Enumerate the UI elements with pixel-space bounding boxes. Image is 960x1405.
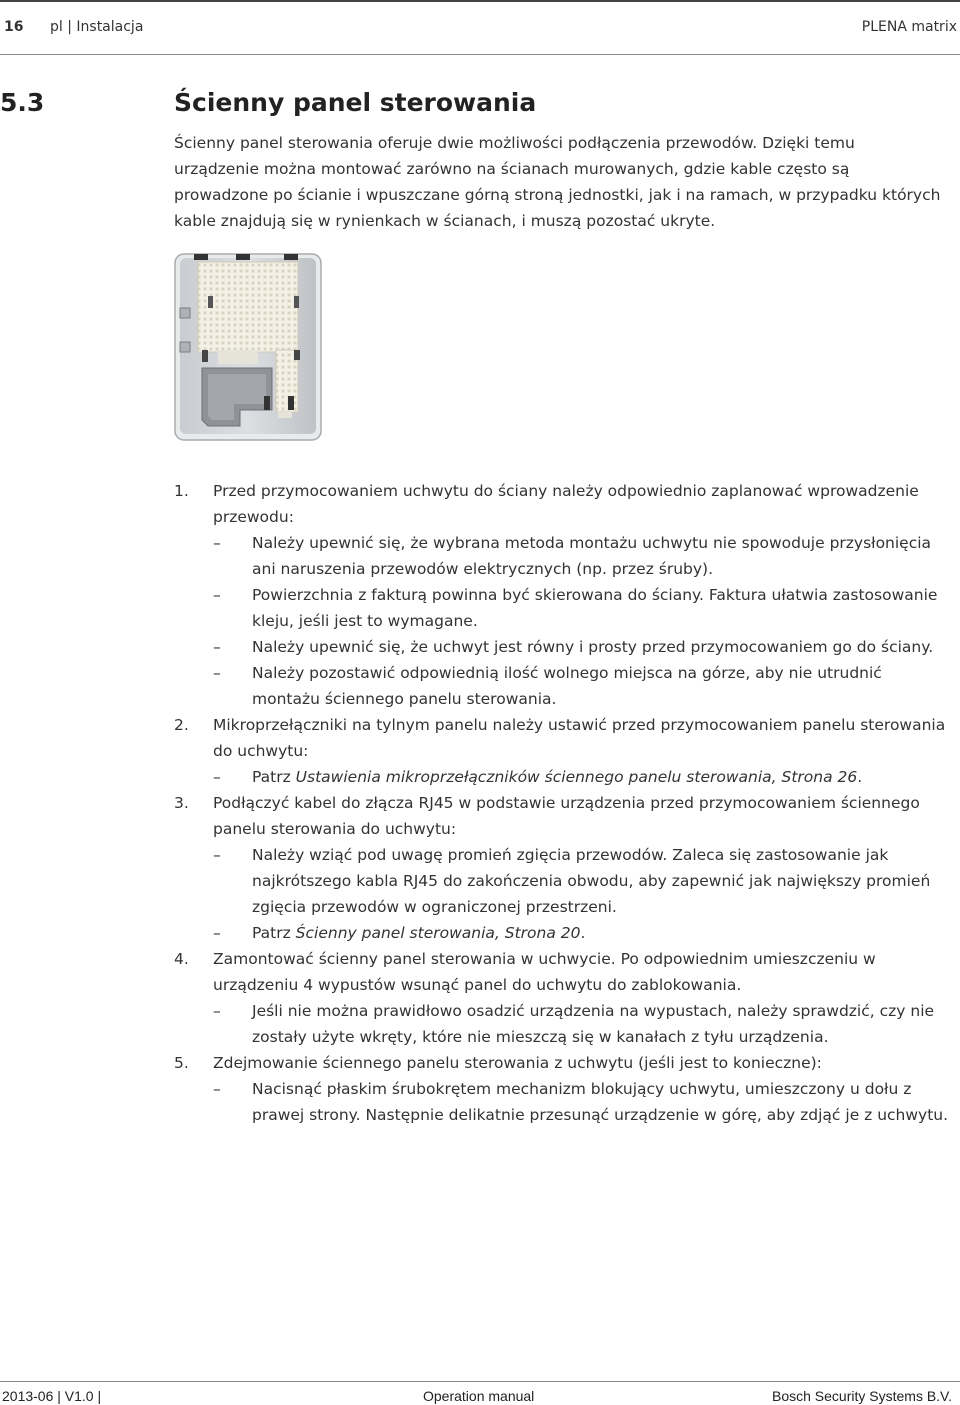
- sub-item-text: Jeśli nie można prawidłowo osadzić urządzenia na wypustach, należy sprawdzić, czy nie zostały użyte wkręty, które nie mieszczą się w kanałach z tyłu urządzenia.: [252, 1002, 935, 1046]
- step-number: 2.: [174, 716, 189, 734]
- see-suffix: .: [580, 924, 586, 942]
- sub-item: [213, 660, 954, 712]
- dash-bullet: –: [213, 1002, 221, 1020]
- step-text: Przed przymocowaniem uchwytu do ściany należy odpowiednio zaplanować wprowadzenie przewodu:: [213, 482, 919, 526]
- see-prefix: Patrz: [252, 924, 296, 942]
- step-text: Zamontować ścienny panel sterowania w uchwycie. Po odpowiednim umieszczeniu w urządzeniu 4 wypustów wsunąć panel do uchwytu do zablokowania.: [213, 950, 876, 994]
- wall-bracket-illustration: [172, 250, 324, 444]
- step-sublist: [213, 1076, 954, 1128]
- dash-bullet: –: [213, 638, 221, 656]
- step-text: Zdejmowanie ściennego panelu sterowania z uchwytu (jeśli jest to konieczne):: [213, 1054, 822, 1072]
- sub-item: [213, 920, 954, 946]
- section-title: Ścienny panel sterowania: [174, 88, 537, 117]
- step-4: [174, 946, 954, 1050]
- sub-item: [213, 1076, 954, 1128]
- see-prefix: Patrz: [252, 768, 296, 786]
- step-number: 3.: [174, 794, 189, 812]
- dash-bullet: –: [213, 924, 221, 942]
- intro-paragraph: Ścienny panel sterowania oferuje dwie możliwości podłączenia przewodów. Dzięki temu urządzenie można montować zarówno na ścianach murowanych, gdzie kable często są prowadzone po ścianie i wpuszczane górną stroną jednostki, jak i na ramach, w przypadku których kable znajdują się w rynienkach w ścianach, i muszą pozostać ukryte.: [174, 134, 941, 230]
- step-number: 1.: [174, 482, 189, 500]
- dash-bullet: –: [213, 664, 221, 682]
- step-1: [174, 478, 954, 712]
- document-type: Operation manual: [423, 1388, 535, 1404]
- page-number: 16: [4, 19, 24, 35]
- section-number: 5.3: [0, 88, 45, 117]
- header-divider: [0, 54, 960, 55]
- sub-item: [213, 582, 954, 634]
- breadcrumb: pl | Instalacja: [50, 19, 144, 35]
- dash-bullet: –: [213, 586, 221, 604]
- sub-item-text: Należy upewnić się, że uchwyt jest równy i prosty przed przymocowaniem go do ściany.: [252, 638, 934, 656]
- page-header: [0, 18, 960, 38]
- step-text: Mikroprzełączniki na tylnym panelu należy ustawić przed przymocowaniem panelu sterowania do uchwytu:: [213, 716, 946, 760]
- step-number: 5.: [174, 1054, 189, 1072]
- step-sublist: [213, 998, 954, 1050]
- sub-item-text: Należy upewnić się, że wybrana metoda montażu uchwytu nie spowoduje przysłonięcia ani naruszenia przewodów elektrycznych (np. przez śruby).: [252, 534, 932, 578]
- dash-bullet: –: [213, 534, 221, 552]
- sub-item-text: Należy wziąć pod uwagę promień zgięcia przewodów. Zaleca się zastosowanie jak najkrótszego kabla RJ45 do zakończenia obwodu, aby zapewnić jak największy promień zgięcia przewodów w ograniczonej przestrzeni.: [252, 846, 931, 916]
- sub-item-text: Należy pozostawić odpowiednią ilość wolnego miejsca na górze, aby nie utrudnić montażu ściennego panelu sterowania.: [252, 664, 882, 708]
- sub-item: [213, 998, 954, 1050]
- step-3: [174, 790, 954, 946]
- step-sublist: [213, 842, 954, 946]
- wall-bracket-image: [172, 250, 324, 444]
- top-border: [0, 0, 960, 2]
- date-version: 2013-06 | V1.0 |: [2, 1388, 102, 1404]
- product-name: PLENA matrix: [861, 19, 957, 35]
- footer-divider: [0, 1381, 960, 1382]
- sub-item: [213, 764, 954, 790]
- step-2: [174, 712, 954, 790]
- dash-bullet: –: [213, 768, 221, 786]
- dash-bullet: –: [213, 1080, 221, 1098]
- sub-item: [213, 530, 954, 582]
- step-sublist: [213, 530, 954, 712]
- sub-item-text: Nacisnąć płaskim śrubokrętem mechanizm blokujący uchwytu, umieszczony u dołu z prawej strony. Następnie delikatnie przesunąć urządzenie w górę, aby zdjąć je z uchwytu.: [252, 1080, 949, 1124]
- see-suffix: .: [857, 768, 863, 786]
- step-5: [174, 1050, 954, 1128]
- cross-reference-link[interactable]: Ścienny panel sterowania, Strona 20: [295, 924, 581, 942]
- step-text: Podłączyć kabel do złącza RJ45 w podstawie urządzenia przed przymocowaniem ściennego panelu sterowania do uchwytu:: [213, 794, 920, 838]
- sub-item: [213, 634, 954, 660]
- sub-item: [213, 842, 954, 920]
- company-name: Bosch Security Systems B.V.: [772, 1388, 952, 1404]
- dash-bullet: –: [213, 846, 221, 864]
- step-number: 4.: [174, 950, 189, 968]
- cross-reference-link[interactable]: Ustawienia mikroprzełączników ściennego panelu sterowania, Strona 26: [295, 768, 858, 786]
- step-sublist: [213, 764, 954, 790]
- sub-item-text: Powierzchnia z fakturą powinna być skierowana do ściany. Faktura ułatwia zastosowanie kleju, jeśli jest to wymagane.: [252, 586, 938, 630]
- installation-steps: [174, 478, 954, 1128]
